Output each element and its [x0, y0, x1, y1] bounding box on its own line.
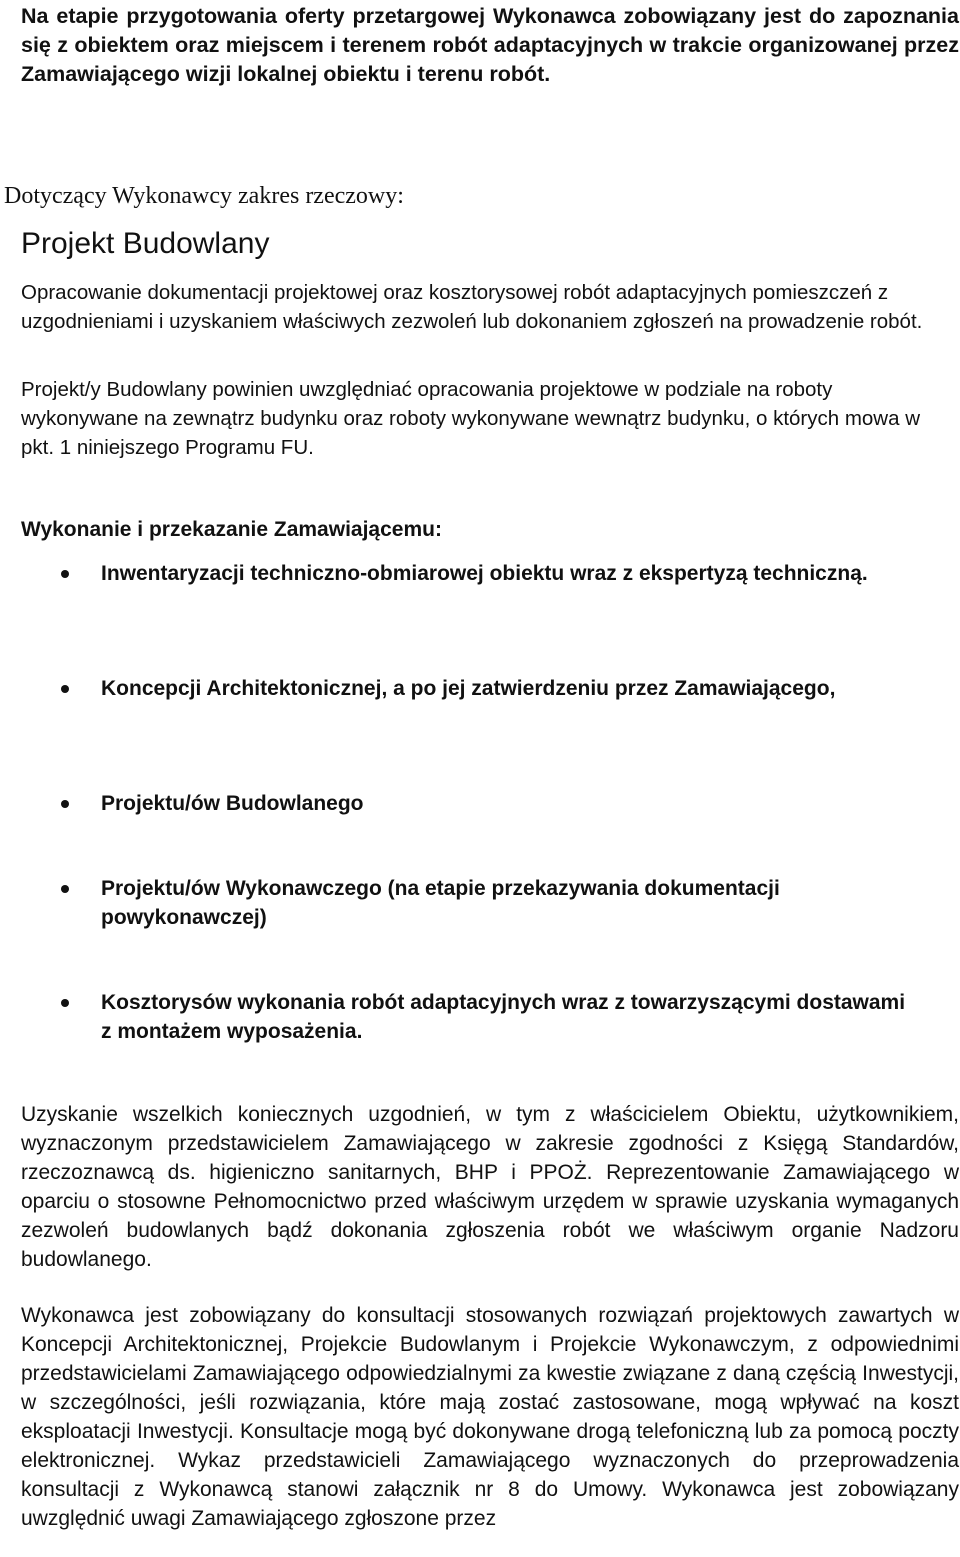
list-item-text: Koncepcji Architektonicznej, a po jej zatwierdzeniu przez Zamawiającego,: [101, 677, 836, 700]
scope-label: Dotyczący Wykonawcy zakres rzeczowy:: [4, 183, 404, 209]
paragraph-consultations: Wykonawca jest zobowiązany do konsultacji stosowanych rozwiązań projektowych zawartych w Koncepcji Architektonicznej, Projekcie Budowlanym i Projekcie Wykonawczym, z odpowiednimi przedstawicielami Zamawiającego odpowiedzialnymi za kwestie związane z daną częścią Inwestycji, w szczególności, jeśli rozwiązania, które mają zostać zastosowane, mogą wpływać na koszt eksploatacji Inwestycji. Konsultacje mogą być dokonywane drogą telefoniczną lub za pomocą poczty elektronicznej. Wykaz przedstawicieli Zamawiającego wyznaczonych do przeprowadzenia konsultacji z Wykonawcą stanowi załącznik nr 8 do Umowy. Wykonawca jest zobowiązany uwzględnić uwagi Zamawiającego zgłoszone przez: [21, 1304, 959, 1530]
list-item-text: Projektu/ów Budowlanego: [101, 792, 364, 815]
bullet-icon: [61, 800, 69, 808]
bullet-icon: [61, 570, 69, 578]
section-title: Projekt Budowlany: [21, 227, 270, 260]
list-item-text: Inwentaryzacji techniczno-obmiarowej obiektu wraz z ekspertyzą techniczną.: [101, 562, 868, 585]
paragraph-project-scope: Projekt/y Budowlany powinien uwzględniać opracowania projektowe w podziale na roboty wykonywane na zewnątrz budynku oraz roboty wykonywane wewnątrz budynku, o których mowa w pkt. 1 niniejszego Programu FU.: [21, 378, 921, 459]
deliverables-heading: Wykonanie i przekazanie Zamawiającemu:: [21, 518, 442, 541]
intro-paragraph: Na etapie przygotowania oferty przetargowej Wykonawca zobowiązany jest do zapoznania się z obiektem oraz miejscem i terenem robót adaptacyjnych w trakcie organizowanej przez Zamawiającego wizji lokalnej obiektu i terenu robót.: [21, 4, 959, 86]
paragraph-documentation: Opracowanie dokumentacji projektowej oraz kosztorysowej robót adaptacyjnych pomieszczeń z uzgodnieniami i uzyskaniem właściwych zezwoleń lub dokonaniem zgłoszeń na prowadzenie robót.: [21, 281, 923, 333]
list-item-text: Kosztorysów wykonania robót adaptacyjnych wraz z towarzyszącymi dostawami z montażem wyposażenia.: [101, 991, 906, 1043]
bullet-icon: [61, 685, 69, 693]
paragraph-approvals: Uzyskanie wszelkich koniecznych uzgodnień, w tym z właścicielem Obiektu, użytkownikiem, wyznaczonym przedstawicielem Zamawiającego w zakresie zgodności z Księgą Standardów, rzeczoznawcą ds. higieniczno sanitarnych, BHP i PPOŻ. Reprezentowanie Zamawiającego w oparciu o stosowne Pełnomocnictwo przed właściwym urzędem w sprawie uzyskania wymaganych zezwoleń budowlanych bądź dokonania zgłoszenia robót we właściwym organie Nadzoru budowlanego.: [21, 1103, 959, 1271]
bullet-icon: [61, 885, 69, 893]
list-item-text: Projektu/ów Wykonawczego (na etapie przekazywania dokumentacji powykonawczej): [101, 877, 780, 929]
bullet-icon: [61, 999, 69, 1007]
